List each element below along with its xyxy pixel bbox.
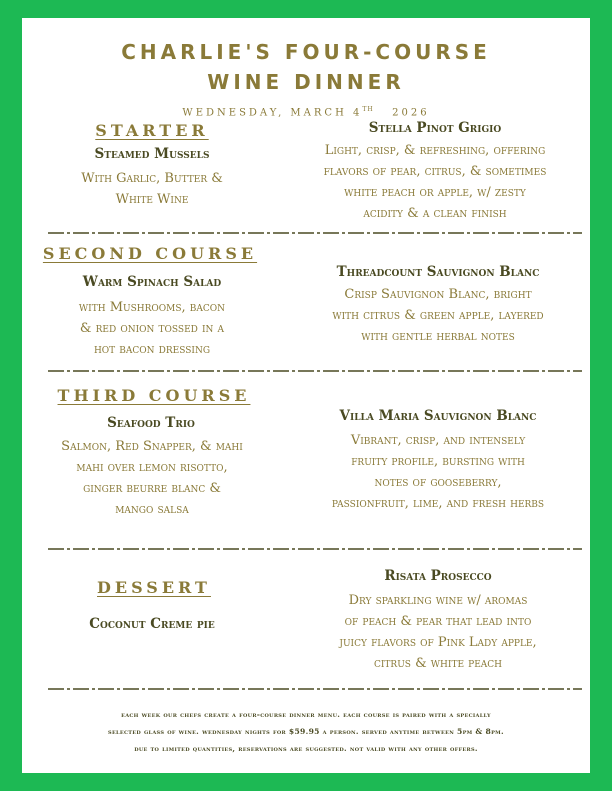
desc-line: ginger beurre blanc & <box>83 481 221 496</box>
desc-line: Light, crisp, & refreshing, offering <box>324 143 546 158</box>
section-divider <box>48 366 582 376</box>
desc-line: With Garlic, Butter & <box>81 171 223 186</box>
course-heading-third: THIRD COURSE <box>57 386 251 405</box>
desc-line: with gentle herbal notes <box>361 329 515 344</box>
desc-line: citrus & white peach <box>373 656 503 671</box>
footer-line: each week our chefs create a four-course dinner menu. each course is paired with a specially <box>121 710 491 719</box>
wine-dessert: Risata Prosecco <box>384 568 492 584</box>
menu-page <box>22 18 590 773</box>
section-divider <box>48 544 582 554</box>
wine-third: Villa Maria Sauvignon Blanc <box>339 408 537 424</box>
footer-line: due to limited quantities, reservations are suggested. not valid with any other offers. <box>134 744 478 753</box>
dish-description-third <box>24 436 280 520</box>
event-date <box>22 106 590 118</box>
divider-graphic <box>48 544 582 554</box>
divider-graphic <box>48 684 582 694</box>
course-heading-dessert: DESSERT <box>97 578 211 597</box>
desc-line: mahi over lemon risotto, <box>76 460 228 475</box>
dish-description-starter <box>32 168 272 210</box>
desc-line: passionfruit, lime, and fresh herbs <box>331 496 545 511</box>
date-year: 2026 <box>392 107 430 119</box>
dish-third: Seafood Trio <box>107 415 195 431</box>
wine-description-third <box>288 430 588 514</box>
dish-starter: Steamed Mussels <box>94 146 210 162</box>
divider-graphic <box>48 366 582 376</box>
wine-second: Threadcount Sauvignon Blanc <box>336 264 540 280</box>
wine-description-dessert <box>290 590 586 674</box>
divider-graphic <box>48 228 582 238</box>
section-divider <box>48 228 582 238</box>
course-heading-second: SECOND COURSE <box>42 244 258 263</box>
dish-second: Warm Spinach Salad <box>82 274 222 290</box>
desc-line: Salmon, Red Snapper, & mahi <box>61 439 243 454</box>
desc-line: & red onion tossed in a <box>79 321 225 336</box>
wine-description-second <box>290 284 586 347</box>
desc-line: juicy flavors of Pink Lady apple, <box>339 635 537 650</box>
desc-line: notes of gooseberry, <box>374 475 502 490</box>
wine-starter: Stella Pinot Grigio <box>368 120 502 136</box>
footer-line: selected glass of wine. wednesday nights for $59.95 a person. served anytime between 5pm & 8pm. <box>108 727 504 736</box>
desc-line: flavors of pear, citrus, & sometimes <box>323 164 547 179</box>
desc-line: acidity & a clean finish <box>363 206 507 221</box>
dish-dessert: Coconut Creme pie <box>89 616 215 632</box>
title-line-1: CHARLIE'S FOUR-COURSE <box>121 40 491 64</box>
desc-line: Crisp Sauvignon Blanc, bright <box>344 287 532 302</box>
desc-line: of peach & pear that lead into <box>344 614 532 629</box>
wine-description-starter <box>290 140 580 224</box>
desc-line: with citrus & green apple, layered <box>332 308 544 323</box>
course-heading-starter: STARTER <box>95 121 209 140</box>
date-prefix: WEDNESDAY, MARCH 4 <box>182 107 363 119</box>
footer-notes <box>22 706 590 757</box>
date-suffix: TH <box>362 106 374 113</box>
desc-line: white peach or apple, w/ zesty <box>344 185 526 200</box>
desc-line: fruity profile, bursting with <box>351 454 525 469</box>
desc-line: Vibrant, crisp, and intensely <box>350 433 526 448</box>
section-divider <box>48 684 582 694</box>
desc-line: hot bacon dressing <box>93 342 211 357</box>
dish-description-second <box>32 297 272 360</box>
desc-line: Dry sparkling wine w/ aromas <box>348 593 528 608</box>
title-line-2: WINE DINNER <box>207 70 405 94</box>
desc-line: White Wine <box>115 192 189 207</box>
desc-line: with Mushrooms, bacon <box>78 300 226 315</box>
desc-line: mango salsa <box>115 502 189 517</box>
